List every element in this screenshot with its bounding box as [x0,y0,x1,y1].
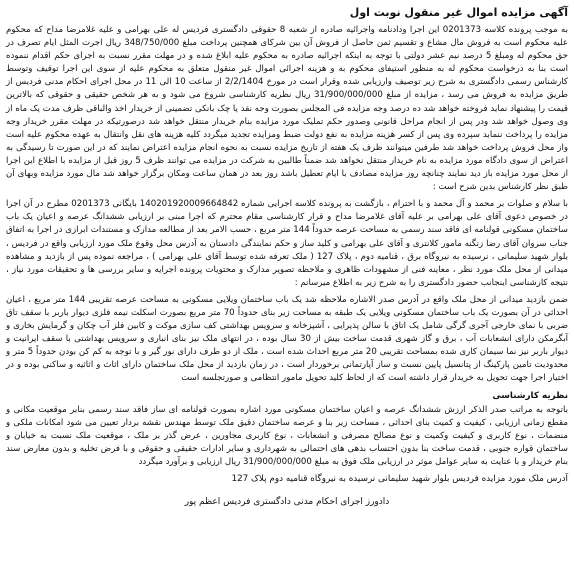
auction-notice-document [6,6,568,509]
property-description-paragraph: ضمن بازدید میدانی از محل ملک واقع در آدرس صدر الاشاره ملاحظه شد یک باب ساختمان ویلایی مسکونی به مساحت عرصه تقریبی 144 متر مربع ، اعیان احداثی در آن بصورت یک باب ساختمان مسکونی ویلایی یک طبقه به مساحت زیر بنای حدوداً 70 متر مربع بصورت اسکلت نیمه فلزی دیوار باربر با سقف تاق ضربی با نمای خارجی آجری گرگی شامل یک اتاق با سالن پذیرایی ، آشپزخانه و سرویس بهداشتی کف سازی موکت و کابین فلز آب چکان و گرمایش بخاری و آبگرمکن دارای انشعابات آب ، برق و گاز شهری قدمت ساخت بیش از 30 سال بوده ، در انتهای ملک نیز بنای انباری و سرویس بهداشتی با سقف ایرانیت و دیوار باربر نیز نما سیمان کاری شده بمساحت تقریبی 20 متر مربع احداث شده است ، ملک از دو طرف دارای نور گیر و با توجه به کم کن بودن حدوداً 5 متر و محدودیت تامین پارکینگ از پتانسیل پایین نسبت و ساز آپارتمانی برخوردار است ، در زمان بازدید از محل ملک ساختمان دارای اثاث و اثاثیه و ساکنی بوده و در اختیار اجرا جهت تحویل به خریدار قرار داشته است که از لحاظ کلید تحویل مامور انتظامی و صورتجلسه است [6,294,568,384]
opinion-heading: نظریه کارشناسی [492,390,568,401]
notice-title: آگهی مزایده اموال غیر منقول نوبت اول [349,6,568,19]
opinion-paragraph: باتوجه به مراتب صدر الذکر ارزش ششدانگ عرصه و اعیان ساختمان مسکونی مورد اشاره بصورت قولنامه ای ساز فاقد سند رسمی بنابر موقعیت مکانی و مقطع زمانی ارزیابی ، کیفیت و کمیت بنای احداثی ، مساحت زیر بنا و عرصه ساختمان دقیق ملک توسط مهندس نقشه بردار تعیین می شود امکانات ملکی و منضمات ، نوع کاربری و کیفیت وکمیت و نوع مصالح مصرفی و انشعابات ، نوع کاربری مجاورین ، عرض گذر بر ملک ، موقعیت ملک نسبت به خیابان و ساختمان قواره جنوبی ، قدمت ساخت بنا بدون احتساب بدهی های احتمالی به شهرداری و سایر ادارات حقیقی و حقوقی و با فرض تخلیه و بدون معارض سند بنام خریدار و با عنایت به سایر عوامل موثر در ارزیابی ملک فوق به مبلغ 31/900/000/000 ریال ارزیابی و برآورد میگردد [6,404,568,467]
expert-intro-paragraph: با سلام و صلوات بر محمد و آل محمد و با احترام ، بازگشت به پرونده کلاسه اجرایی شماره 140201920009664842 بایگانی 0201373 مطرح در آن اجرا در خصوص دعوی آقای علی بهرامی بر علیه آقای غلامرضا مداح و قرار کارشناسی مقام محترم که اجرا مبنی بر ارزیابی ششدانگ عرصه و اعیان یک باب ساختمان مسکونی قولنامه ای فاقد سند رسمی به مساحت عرصه حدوداً 144 متر مربع ، حسب الامر بعد از مطالعه مدارک و مستندات ابرازی در اجرا به اتفاق جناب سروان آقای رضا زنگنه مامور کلانتری و آقای علی بهرامی و کلید ساز و حکم نمایندگی دادستان به آدرس محل وقوع ملک مورد ارزیابی واقع در فردیس ، بلوار شهید سلیمانی ، نرسیده به نیروگاه برق ، قنامیه دوم ، پلاک 127 ( ملک تعرفه شده توسط آقای علی بهرامی ) ، مراجعه نموده پس از بازدید و مشاهده میدانی از محل ملک مورد نظر ، معاینه فنی از مشهودات ظاهری و ملاحظه تصویر مدارک و محتویات پرونده اجرایه و سایر بررسی ها و تحقیقات مورد نیاز ، نتیجه کارشناسی اینجانب حضور دادگستری را به شرح زیر به اطلاع میرسانم : [6,199,569,288]
signature-line: دادورز اجرای احکام مدنی دادگستری فردیس اعظم پور [184,497,390,507]
case-paragraph: به موجب پرونده کلاسه 0201373 این اجرا ودادنامه واجرائیه صادره از شعبه 8 حقوقی دادگستری فردیس له علی بهرامی و علیه غلامرضا مداح که محکوم علیه محکوم است به فروش مال مشاع و تقسیم ثمن حاصل از فروش آن بین شرکای همچنین پرداخت مبلغ 348/750/000 ریال اجرت المثل ایام تصرف در حق محکوم له ومبلغ 5 درصد نیم عشر دولتی با توجه به اینکه اجرائیه صادره به محکوم علیه ابلاغ شده و در مهلت مقرر نسبت به اجرای حکم اقدام ننموده است بنا به درخواست محکوم له به منظور استیفای محکوم به و هزینه اجرائی اموال غیر منقول متعلق به محکوم علیه از سوی این اجرا توقیف وتوسط کارشناس رسمی دادگستری به شرح زیر توصیف وارزیابی شده وقرار است در مورخ 2/2/1404 از ساعت 10 الی 11 در محل اجرای احکام مدنی فردیس از طریق مزایده به فروش می رسد ، مزایده از مبلغ 31/900/000/000 ریال نظریه کارشناسی شروع می شود و به هر شخص حقیقی و حقوقی که بالاترین قیمت را پیشنهاد نماید فروخته خواهد شد ده درصد وجه مزایده فی المجلس بصورت وجه نقد یا چک بانکی تضمینی از خریدار اخذ والباقی ظرف مدت یک ماه از وی وصول خواهد شد ودر پس از انجام مراحل قانونی وصدور حکم تملیک مورد مزایده بنام خریدار منتقل خواهد شد درصورتیکه در مهلت مقرر خریدار وجه مزایده را پرداخت ننماید سپرده وی پس از کسر هزینه مزایده به نفع دولت ضبط ومزایده تجدید میگردد کلیه هزینه های نقل وانتقال به عهده محکوم علیه است واز محل فروش پرداخت خواهد شد طرفین میتوانند ظرف یک هفته از تاریخ مزایده نسبت به نحوه انجام مزایده اعتراض نمایند که در این صورت تا رسیدگی به اعتراض از سوی دادگاه مورد مزایده به نام خریدار منتقل نخواهد شد ضمناً طالبین به شرکت در مزایده می توانند ظرف 5 روز قبل از مزایده با اطلاع این اجرا از محل مورد مزایده باز دید نمایند چنانچه روز مزایده مصادف با ایام تعطیل باشد روز بعد در همان ساعت ومکان برگزار خواهد شد مال مورد مزایده وبهای آن طبق نظر کارشناس بدین شرح است : [6,25,569,193]
property-address: آدرس ملک مورد مزایده فردیس بلوار شهید سلیمانی نرسیده به نیروگاه قنامیه دوم پلاک 127 [231,474,568,484]
